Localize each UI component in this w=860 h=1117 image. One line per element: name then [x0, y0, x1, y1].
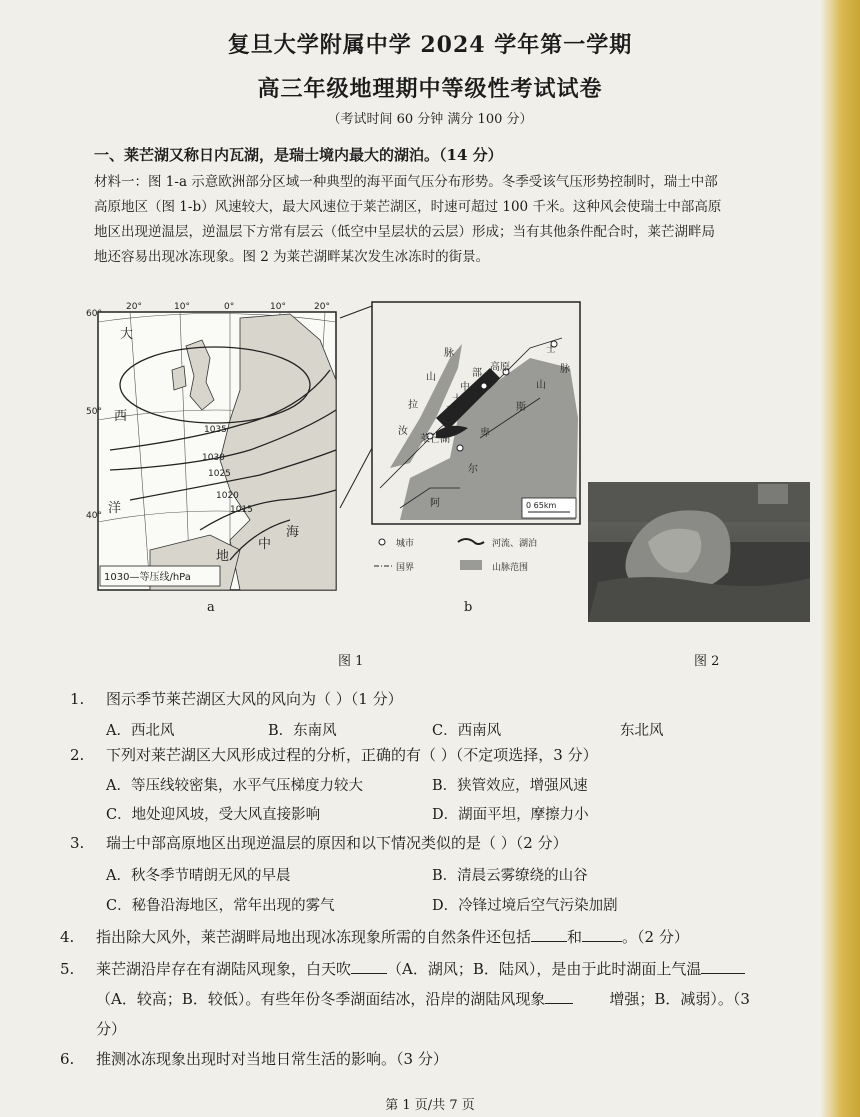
page-footer: 第 1 页/共 7 页	[385, 1098, 475, 1113]
question-2-option-d: D．湖面平坦，摩擦力小	[432, 807, 589, 823]
isobar-label: 1025	[208, 469, 231, 479]
answer-blank[interactable]	[701, 959, 745, 974]
answer-blank[interactable]	[351, 959, 387, 974]
question-1-option-b: B．东南风	[268, 723, 337, 739]
region-label: 中	[460, 382, 470, 393]
question-3-option-d: D．冷锋过境后空气污染加剧	[432, 898, 618, 914]
region-label: 高原	[490, 362, 510, 373]
section-heading: 一、莱芒湖又称日内瓦湖，是瑞士境内最大的湖泊。（14 分）	[94, 146, 503, 164]
question-5-line2	[96, 988, 750, 1009]
place-label: 中	[258, 537, 272, 552]
region-label: 斯	[516, 402, 526, 413]
lon-label: 10°	[270, 302, 286, 312]
answer-blank[interactable]	[545, 989, 573, 1004]
question-2-text: 下列对莱芒湖区大风形成过程的分析，正确的有（ ）（不定项选择，3 分）	[106, 746, 598, 764]
question-number: 1.	[70, 690, 85, 708]
question-5-line1	[96, 958, 745, 979]
isobar-label: 1020	[216, 491, 239, 501]
figure-1-caption: 图 1	[338, 654, 364, 669]
region-label: 尔	[468, 464, 478, 475]
question-2-option-c: C．地处迎风坡，受大风直接影响	[106, 807, 321, 823]
legend-border: 国界	[396, 563, 415, 573]
exam-title-line2: 高三年级地理期中等级性考试试卷	[257, 76, 603, 102]
question-number: 5.	[60, 960, 75, 978]
question-1-option-c: C．西南风	[432, 723, 502, 739]
region-label: 汝	[398, 426, 408, 437]
place-label: 地	[216, 549, 230, 564]
region-label: 士	[546, 344, 556, 355]
figure-1b-swiss-map	[340, 298, 585, 598]
material-line: 地区出现逆温层，逆温层下方常有层云（低空中呈层状的云层）形成；当有其他条件配合时，莱芒湖畔局	[94, 224, 715, 240]
page-edge-shadow	[820, 0, 860, 1117]
question-1-option-d: 东北风	[620, 723, 664, 739]
place-label: 西	[114, 409, 128, 424]
region-label: 部	[472, 368, 482, 379]
question-5-part: （A．较高；B．较低）。有些年份冬季湖面结冰，沿岸的湖陆风现象	[96, 990, 546, 1008]
region-label: 脉	[444, 348, 454, 359]
question-6-text: 推测冰冻现象出现时对当地日常生活的影响。（3 分）	[96, 1050, 448, 1068]
exam-title-line1: 复旦大学附属中学 2024 学年第一学期	[227, 32, 633, 58]
question-number: 4.	[60, 928, 75, 946]
material-text	[94, 170, 814, 270]
lat-label: 40°	[86, 511, 102, 521]
question-number: 3.	[70, 834, 85, 852]
isobar-label: 1035	[204, 425, 227, 435]
question-3-option-b: B．清晨云雾缭绕的山谷	[432, 868, 588, 884]
isobar-legend: 1030—等压线/hPa	[104, 572, 191, 583]
region-label: 瑞	[446, 406, 456, 417]
question-3-option-a: A．秋冬季节晴朗无风的早晨	[106, 868, 291, 884]
answer-blank[interactable]	[531, 927, 567, 942]
lat-label: 50°	[86, 407, 102, 417]
legend-city: 城市	[396, 539, 415, 549]
isobar-label: 1030	[202, 453, 225, 463]
question-4-mid: 和	[567, 928, 583, 946]
question-1-option-a: A．西北风	[106, 723, 175, 739]
region-label: 脉	[560, 364, 570, 375]
legend-mountain: 山脉范围	[492, 563, 529, 573]
place-label: 洋	[108, 501, 122, 516]
place-label: 海	[286, 525, 300, 540]
isobar-label: 1015	[230, 505, 253, 515]
figure-1b-caption: b	[464, 600, 473, 615]
question-4-text	[96, 926, 689, 947]
region-label: 阿	[430, 498, 440, 509]
material-line: 地还容易出现冰冻现象。图 2 为莱芒湖畔某次发生冰冻时的街景。	[94, 249, 490, 265]
exam-subtitle: （考试时间 60 分钟 满分 100 分）	[327, 112, 533, 127]
legend-river: 河流、湖泊	[492, 539, 538, 549]
lon-label: 20°	[126, 302, 142, 312]
question-3-option-c: C．秘鲁沿海地区，常年出现的雾气	[106, 898, 335, 914]
figure-1a-caption: a	[207, 600, 215, 615]
question-5-part: 增强；B．减弱）。（3	[609, 990, 750, 1008]
question-3-text: 瑞士中部高原地区出现逆温层的原因和以下情况类似的是（ ）（2 分）	[106, 834, 568, 852]
region-label: 卑	[480, 428, 490, 439]
material-line: 高原地区（图 1-b）风速较大，最大风速位于莱芒湖区，时速可超过 100 千米。这种风会使瑞士中部高原	[94, 199, 722, 215]
question-4-pre: 指出除大风外，莱芒湖畔局地出现冰冻现象所需的自然条件还包括	[96, 928, 532, 946]
lake-label: 莱芒湖	[420, 434, 450, 445]
answer-blank[interactable]	[582, 927, 622, 942]
figure-2-photo	[588, 482, 810, 622]
figure-1a-pressure-map	[86, 300, 350, 600]
region-label: 拉	[408, 400, 418, 411]
scale-bar: 0 65km	[526, 501, 557, 510]
question-4-post: 。（2 分）	[622, 928, 689, 946]
region-label: 士	[452, 394, 462, 405]
question-5-line3: 分）	[96, 1020, 127, 1038]
place-label: 大	[120, 327, 134, 342]
question-5-part: （A．湖风；B．陆风），是由于此时湖面上气温	[387, 960, 702, 978]
question-number: 2.	[70, 746, 85, 764]
region-label: 山	[426, 372, 436, 383]
question-5-part: 莱芒湖沿岸存在有湖陆风现象，白天吹	[96, 960, 352, 978]
lon-label: 10°	[174, 302, 190, 312]
question-2-option-a: A．等压线较密集，水平气压梯度力较大	[106, 778, 363, 794]
figure-2-caption: 图 2	[694, 654, 720, 669]
lon-label: 20°	[314, 302, 330, 312]
lon-label: 0°	[224, 302, 235, 312]
question-number: 6.	[60, 1050, 75, 1068]
question-1-text: 图示季节莱芒湖区大风的风向为（ ）（1 分）	[106, 690, 403, 708]
region-label: 山	[536, 380, 546, 391]
lat-label: 60°	[86, 309, 102, 319]
material-line: 材料一：图 1-a 示意欧洲部分区域一种典型的海平面气压分布形势。冬季受该气压形势控制时，瑞士中部	[94, 174, 718, 190]
question-2-option-b: B．狭管效应，增强风速	[432, 778, 588, 794]
